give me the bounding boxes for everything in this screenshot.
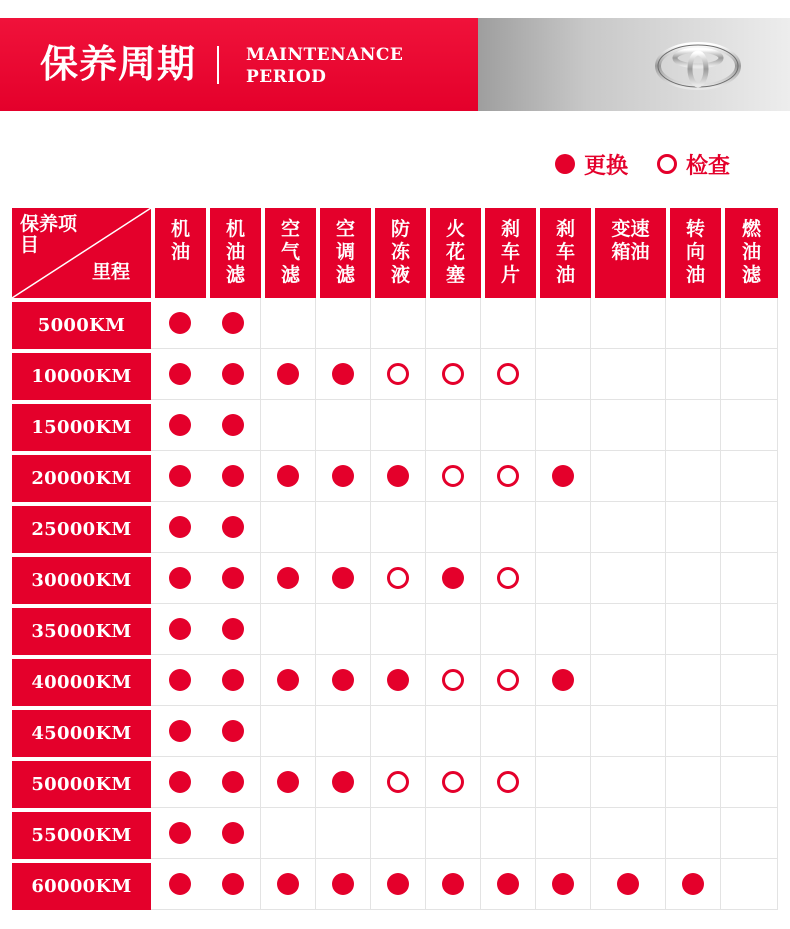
table-cell [371,298,426,349]
table-cell [591,655,666,706]
table-cell [426,451,481,502]
table-cell [261,553,316,604]
replace-dot-icon [332,669,354,691]
inspect-circle-icon [442,465,464,487]
row-mileage-label: 30000KM [12,557,151,604]
inspect-circle-icon [497,363,519,385]
corner-mileage-label: 里程 [92,261,131,283]
replace-dot-icon [277,465,299,487]
column-header [265,208,316,298]
inspect-circle-icon [387,771,409,793]
inspect-circle-icon [497,567,519,589]
column-header-label: 刹车片 [500,218,520,286]
table-cell [721,298,778,349]
table-cell [666,706,721,757]
column-header [485,208,536,298]
table-cell [151,808,210,859]
table-cell [261,502,316,553]
replace-dot-icon [169,618,191,640]
table-cell [666,349,721,400]
table-cell [721,655,778,706]
table-cell [206,451,261,502]
table-cell [481,604,536,655]
table-cell [151,655,210,706]
table-corner-header [12,208,151,298]
table-cell [666,859,721,910]
table-cell [591,859,666,910]
table-cell [151,553,210,604]
column-header-label: 机油 [170,218,190,263]
table-cell [206,859,261,910]
replace-dot-icon [169,822,191,844]
table-cell [481,400,536,451]
column-header [430,208,481,298]
table-cell [666,400,721,451]
table-cell [666,604,721,655]
table-cell [371,349,426,400]
table-cell [666,757,721,808]
table-cell [261,808,316,859]
open-circle-icon [657,154,677,174]
table-cell [371,808,426,859]
row-mileage-label: 20000KM [12,455,151,502]
row-mileage-label: 5000KM [12,302,151,349]
table-cell [666,451,721,502]
replace-dot-icon [222,414,244,436]
table-cell [591,706,666,757]
row-mileage-label: 25000KM [12,506,151,553]
table-cell [591,400,666,451]
table-cell [151,859,210,910]
replace-dot-icon [682,873,704,895]
table-cell [261,451,316,502]
replace-dot-icon [169,567,191,589]
table-cell [481,859,536,910]
title-divider [217,46,219,84]
table-cell [206,553,261,604]
table-cell [666,298,721,349]
table-cell [481,655,536,706]
table-cell [371,553,426,604]
table-cell [316,400,371,451]
inspect-circle-icon [442,363,464,385]
table-cell [481,706,536,757]
replace-dot-icon [222,771,244,793]
table-cell [206,604,261,655]
table-cell [536,349,591,400]
table-cell [721,706,778,757]
replace-dot-icon [222,312,244,334]
subtitle-line-2: PERIOD [246,67,327,87]
replace-dot-icon [277,771,299,793]
replace-dot-icon [552,873,574,895]
toyota-logo-icon [655,42,741,90]
replace-dot-icon [332,363,354,385]
column-header-label: 空气滤 [280,218,300,286]
table-cell [206,400,261,451]
table-cell [721,349,778,400]
column-header-label: 火花塞 [445,218,465,286]
replace-dot-icon [277,363,299,385]
replace-dot-icon [222,465,244,487]
filled-circle-icon [555,154,575,174]
column-header-label: 防冻液 [390,218,410,286]
table-cell [371,859,426,910]
table-cell [591,604,666,655]
table-cell [316,349,371,400]
table-cell [426,808,481,859]
table-cell [426,757,481,808]
table-cell [206,655,261,706]
table-cell [481,502,536,553]
table-cell [151,604,210,655]
table-cell [481,553,536,604]
replace-dot-icon [222,618,244,640]
table-cell [261,349,316,400]
table-cell [721,553,778,604]
table-cell [591,808,666,859]
table-cell [536,757,591,808]
table-cell [536,451,591,502]
row-mileage-label: 55000KM [12,812,151,859]
header-gray-panel [478,18,790,111]
table-cell [261,757,316,808]
table-cell [536,808,591,859]
table-cell [591,757,666,808]
table-cell [721,451,778,502]
page-subtitle [246,44,403,88]
legend-replace-label: 更换 [584,153,629,179]
table-cell [261,706,316,757]
inspect-circle-icon [497,669,519,691]
table-cell [591,349,666,400]
replace-dot-icon [332,873,354,895]
table-cell [261,655,316,706]
table-cell [371,502,426,553]
table-cell [426,502,481,553]
inspect-circle-icon [497,771,519,793]
table-cell [536,655,591,706]
table-cell [721,502,778,553]
replace-dot-icon [387,873,409,895]
column-header-label: 刹车油 [555,218,575,286]
table-cell [666,553,721,604]
table-cell [371,706,426,757]
legend-inspect-label: 检查 [686,153,731,179]
table-cell [536,859,591,910]
table-cell [426,859,481,910]
column-header-label: 变速箱油 [611,218,650,263]
inspect-circle-icon [442,771,464,793]
inspect-circle-icon [497,465,519,487]
table-cell [426,553,481,604]
replace-dot-icon [442,567,464,589]
column-header [725,208,778,298]
table-cell [426,400,481,451]
table-cell [151,706,210,757]
table-cell [536,604,591,655]
table-cell [721,400,778,451]
replace-dot-icon [169,771,191,793]
table-cell [206,349,261,400]
table-cell [316,808,371,859]
table-cell [666,655,721,706]
legend-replace [555,148,628,180]
replace-dot-icon [222,669,244,691]
replace-dot-icon [617,873,639,895]
table-cell [316,604,371,655]
table-cell [371,604,426,655]
table-cell [536,298,591,349]
table-cell [721,859,778,910]
replace-dot-icon [169,669,191,691]
table-cell [371,655,426,706]
table-cell [151,757,210,808]
table-cell [536,502,591,553]
table-cell [261,298,316,349]
table-cell [536,400,591,451]
table-cell [721,757,778,808]
replace-dot-icon [332,465,354,487]
table-cell [426,655,481,706]
replace-dot-icon [169,720,191,742]
corner-item-label: 保养项目 [20,213,78,256]
table-cell [261,604,316,655]
replace-dot-icon [222,873,244,895]
replace-dot-icon [277,567,299,589]
replace-dot-icon [169,465,191,487]
table-cell [481,451,536,502]
replace-dot-icon [387,465,409,487]
table-cell [481,298,536,349]
column-header-label: 空调滤 [335,218,355,286]
inspect-circle-icon [387,567,409,589]
column-header [595,208,666,298]
column-header-label: 转向油 [685,218,705,286]
table-cell [316,553,371,604]
table-cell [151,451,210,502]
inspect-circle-icon [442,669,464,691]
replace-dot-icon [387,669,409,691]
table-cell [151,400,210,451]
table-cell [591,502,666,553]
table-cell [481,349,536,400]
replace-dot-icon [169,516,191,538]
replace-dot-icon [222,567,244,589]
table-cell [316,655,371,706]
page-title: 保养周期 [40,42,197,86]
row-mileage-label: 10000KM [12,353,151,400]
table-cell [591,298,666,349]
table-cell [536,553,591,604]
table-cell [151,349,210,400]
table-cell [316,757,371,808]
replace-dot-icon [552,669,574,691]
table-cell [666,502,721,553]
replace-dot-icon [552,465,574,487]
table-cell [666,808,721,859]
table-cell [151,502,210,553]
replace-dot-icon [222,363,244,385]
table-cell [316,451,371,502]
table-cell [206,808,261,859]
table-cell [206,502,261,553]
table-cell [721,808,778,859]
table-cell [536,706,591,757]
row-mileage-label: 50000KM [12,761,151,808]
column-header [375,208,426,298]
table-cell [591,451,666,502]
table-cell [316,298,371,349]
table-cell [481,808,536,859]
replace-dot-icon [222,720,244,742]
column-header [210,208,261,298]
legend-inspect [657,148,730,180]
replace-dot-icon [222,516,244,538]
row-mileage-label: 35000KM [12,608,151,655]
table-cell [426,706,481,757]
inspect-circle-icon [387,363,409,385]
row-mileage-label: 60000KM [12,863,151,910]
table-cell [591,553,666,604]
replace-dot-icon [442,873,464,895]
table-cell [371,757,426,808]
replace-dot-icon [169,414,191,436]
table-cell [316,706,371,757]
column-header-label: 燃油滤 [741,218,761,286]
table-cell [206,706,261,757]
row-mileage-label: 45000KM [12,710,151,757]
row-mileage-label: 15000KM [12,404,151,451]
column-header [320,208,371,298]
table-cell [206,298,261,349]
table-cell [371,400,426,451]
replace-dot-icon [277,669,299,691]
replace-dot-icon [169,873,191,895]
table-cell [371,451,426,502]
column-header [155,208,206,298]
column-header-label: 机油滤 [225,218,245,286]
replace-dot-icon [332,771,354,793]
table-cell [316,859,371,910]
table-cell [721,604,778,655]
replace-dot-icon [222,822,244,844]
header-banner [0,18,790,111]
table-cell [426,604,481,655]
table-cell [261,400,316,451]
table-cell [426,298,481,349]
replace-dot-icon [169,363,191,385]
table-cell [481,757,536,808]
table-cell [151,298,210,349]
table-cell [426,349,481,400]
row-mileage-label: 40000KM [12,659,151,706]
replace-dot-icon [497,873,519,895]
replace-dot-icon [277,873,299,895]
column-header [540,208,591,298]
subtitle-line-1: MAINTENANCE [246,45,404,65]
column-header [670,208,721,298]
replace-dot-icon [332,567,354,589]
table-cell [261,859,316,910]
table-cell [206,757,261,808]
table-cell [316,502,371,553]
replace-dot-icon [169,312,191,334]
